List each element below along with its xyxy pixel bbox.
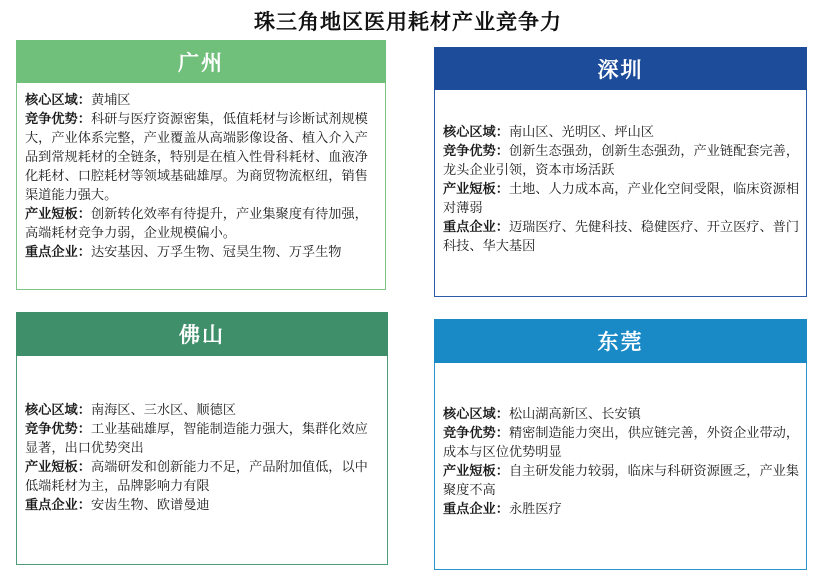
- shenzhen-firms-row: [443, 218, 800, 256]
- dongguan-card-body: [434, 363, 807, 570]
- weakness-value: 创新转化效率有待提升，产业集聚度有待加强，高端耗材竞争力弱，企业规模偏小。: [25, 207, 368, 241]
- guangzhou-card-header: [16, 40, 386, 83]
- key-firms-value: 达安基因、万孚生物、冠昊生物、万孚生物: [90, 245, 342, 260]
- guangzhou-firms-row: [25, 243, 379, 262]
- advantage-value: 精密制造能力突出，供应链完善，外资企业带动，成本与区位优势明显: [443, 426, 800, 460]
- core-area-value: 南山区、光明区、坪山区: [508, 125, 654, 140]
- shenzhen-advantage-row: [443, 142, 800, 180]
- shenzhen-card-body: [434, 90, 807, 297]
- shenzhen-card-header: [434, 47, 807, 90]
- key-firms-label: 重点企业：: [25, 245, 91, 260]
- foshan-advantage-row: [25, 420, 381, 458]
- foshan-weakness-row: [25, 458, 381, 496]
- foshan-card-title: 佛山: [179, 323, 225, 347]
- dongguan-card-header: [434, 319, 807, 363]
- core-area-value: 南海区、三水区、顺德区: [90, 403, 236, 418]
- foshan-card-body: [16, 356, 388, 565]
- guangzhou-weakness-row: [25, 205, 379, 243]
- foshan-firms-row: [25, 496, 381, 515]
- core-area-value: 黄埔区: [90, 93, 131, 108]
- foshan-core-row: [25, 401, 381, 420]
- advantage-value: 工业基础雄厚，智能制造能力强大，集群化效应显著，出口优势突出: [25, 422, 368, 456]
- shenzhen-weakness-row: [443, 180, 800, 218]
- page-title: 珠三角地区医用耗材产业竞争力: [254, 10, 562, 34]
- guangzhou-card-body: [16, 83, 386, 290]
- key-firms-label: 重点企业：: [25, 498, 91, 513]
- dongguan-advantage-row: [443, 424, 800, 462]
- weakness-label: 产业短板：: [443, 182, 509, 197]
- weakness-label: 产业短板：: [443, 464, 509, 479]
- shenzhen-core-row: [443, 123, 800, 142]
- weakness-value: 自主研发能力较弱，临床与科研资源匮乏，产业集聚度不高: [443, 464, 800, 498]
- dongguan-core-row: [443, 405, 800, 424]
- key-firms-value: 永胜医疗: [508, 502, 562, 517]
- core-area-label: 核心区域：: [443, 125, 509, 140]
- guangzhou-card-title: 广州: [178, 50, 224, 75]
- advantage-label: 竞争优势：: [443, 144, 509, 159]
- advantage-label: 竞争优势：: [443, 426, 509, 441]
- core-area-label: 核心区域：: [25, 403, 91, 418]
- dongguan-firms-row: [443, 500, 800, 519]
- foshan-card-header: [16, 312, 388, 356]
- advantage-label: 竞争优势：: [25, 422, 91, 437]
- shenzhen-card-title: 深圳: [597, 57, 644, 82]
- weakness-value: 土地、人力成本高，产业化空间受限，临床资源相对薄弱: [443, 182, 800, 216]
- weakness-label: 产业短板：: [25, 207, 91, 222]
- key-firms-value: 安齿生物、欧谱曼迪: [90, 498, 210, 513]
- guangzhou-core-row: [25, 91, 379, 110]
- advantage-label: 竞争优势：: [25, 112, 91, 127]
- key-firms-label: 重点企业：: [443, 220, 509, 235]
- key-firms-label: 重点企业：: [443, 502, 509, 517]
- advantage-value: 科研与医疗资源密集，低值耗材与诊断试剂规模大，产业体系完整，产业覆盖从高端影像设备、植入介入产品到常规耗材的全链条，特别是在植入性骨科耗材、血液净化耗材、口腔耗材等领域基础雄厚。为商贸物流枢纽，销售渠道能力强大。: [25, 112, 368, 203]
- core-area-label: 核心区域：: [25, 93, 91, 108]
- weakness-label: 产业短板：: [25, 460, 91, 475]
- dongguan-card-title: 东莞: [597, 330, 644, 354]
- guangzhou-advantage-row: [25, 110, 379, 205]
- core-area-value: 松山湖高新区、长安镇: [508, 407, 641, 422]
- dongguan-weakness-row: [443, 462, 800, 500]
- advantage-value: 创新生态强劲，创新生态强劲，产业链配套完善，龙头企业引领，资本市场活跃: [443, 144, 800, 178]
- core-area-label: 核心区域：: [443, 407, 509, 422]
- key-firms-value: 迈瑞医疗、先健科技、稳健医疗、开立医疗、普门科技、华大基因: [443, 220, 800, 254]
- weakness-value: 高端研发和创新能力不足，产品附加值低，以中低端耗材为主，品牌影响力有限: [25, 460, 368, 494]
